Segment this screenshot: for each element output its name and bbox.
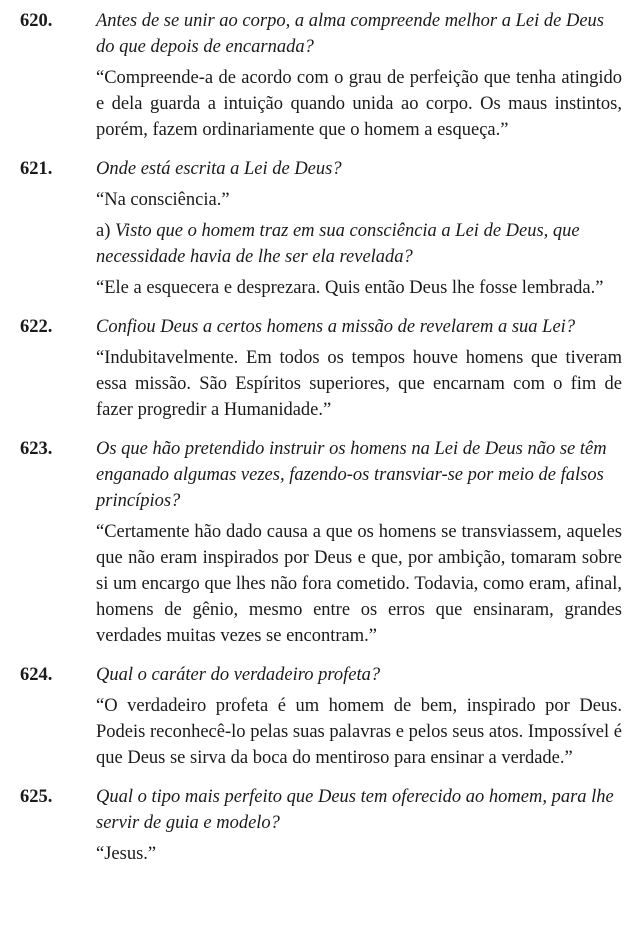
sub-question-text: Visto que o homem traz em sua consciência a Lei de Deus, que necessidade havia de lhe ser ela revelada? (96, 221, 580, 267)
entry-body (96, 784, 622, 867)
question-number: 625. (20, 787, 53, 807)
question-entry-621 (20, 156, 622, 301)
sub-question-letter: a) (96, 221, 111, 241)
entry-body (96, 314, 622, 423)
question-text: Qual o tipo mais perfeito que Deus tem oferecido ao homem, para lhe servir de guia e modelo? (96, 787, 614, 833)
question-entry-623 (20, 436, 622, 649)
question-number: 622. (20, 317, 53, 337)
answer-text: “Na consciência.” (96, 190, 230, 210)
answer-text: “O verdadeiro profeta é um homem de bem, inspirado por Deus. Podeis reconhecê-lo pelas suas palavras e pelos seus atos. Impossível é que Deus se sirva da boca do mentiroso para ensinar a verdade.” (96, 696, 622, 768)
answer-text: “Indubitavelmente. Em todos os tempos houve homens que tiveram essa missão. São Espíritos superiores, que encarnam com o fim de fazer progredir a Humanidade.” (96, 348, 622, 420)
question-entry-625 (20, 784, 622, 867)
question-entry-620 (20, 8, 622, 143)
answer-text: “Certamente hão dado causa a que os homens se transviassem, aqueles que não eram inspirados por Deus e que, por ambição, tomaram sobre si um encargo que lhes não fora cometido. Todavia, como eram, afinal, homens de gênio, mesmo entre os erros que ensinaram, grandes verdades muitas vezes se encontram.” (96, 522, 622, 646)
question-text: Os que hão pretendido instruir os homens na Lei de Deus não se têm enganado algumas vezes, fazendo-os transviar-se por meio de falsos princípios? (96, 439, 607, 511)
question-number: 623. (20, 439, 53, 459)
sub-answer-text: “Ele a esquecera e desprezara. Quis então Deus lhe fosse lembrada.” (96, 278, 604, 298)
entry-body (96, 8, 622, 143)
question-entry-624 (20, 662, 622, 771)
question-text: Confiou Deus a certos homens a missão de revelarem a sua Lei? (96, 317, 576, 337)
sub-question (96, 218, 622, 270)
entry-body (96, 662, 622, 771)
question-text: Qual o caráter do verdadeiro profeta? (96, 665, 381, 685)
question-entry-622 (20, 314, 622, 423)
question-number: 620. (20, 11, 53, 31)
question-text: Onde está escrita a Lei de Deus? (96, 159, 342, 179)
entry-body (96, 436, 622, 649)
question-text: Antes de se unir ao corpo, a alma compreende melhor a Lei de Deus do que depois de encarnada? (96, 11, 604, 57)
entry-body (96, 156, 622, 301)
question-number: 624. (20, 665, 53, 685)
answer-text: “Compreende-a de acordo com o grau de perfeição que tenha atingido e dela guarda a intuição quando unida ao corpo. Os maus instintos, porém, fazem ordinariamente que o homem a esqueça.” (96, 68, 622, 140)
answer-text: “Jesus.” (96, 844, 157, 864)
question-number: 621. (20, 159, 53, 179)
